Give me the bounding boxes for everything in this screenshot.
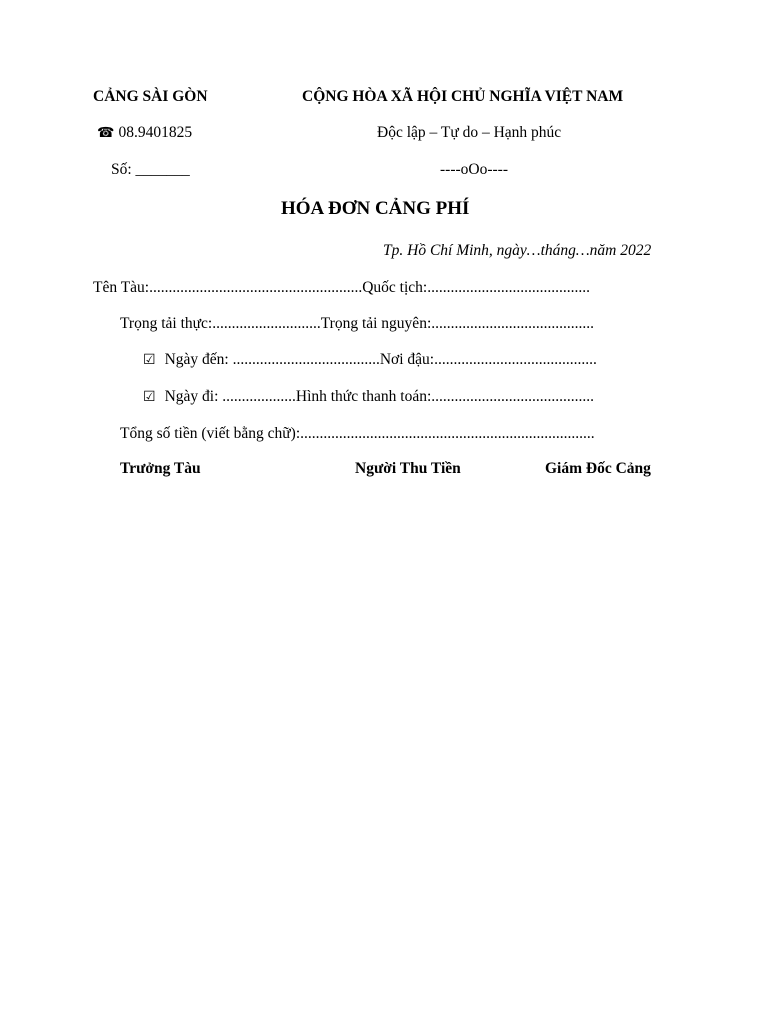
republic-heading: CỘNG HÒA XÃ HỘI CHỦ NGHĨA VIỆT NAM: [302, 88, 624, 105]
total-in-words-field: Tổng số tiền (viết bằng chữ):............................................................................: [120, 425, 595, 442]
row-departure: [143, 388, 594, 406]
date-line: Tp. Hồ Chí Minh, ngày…tháng…năm 2022: [383, 242, 652, 259]
arrival-date-field: Ngày đến: ......................................: [164, 351, 380, 368]
signature-collector: Người Thu Tiền: [355, 460, 461, 477]
nationality-field: Quốc tịch:..........................................: [362, 279, 590, 296]
actual-tonnage-field: Trọng tải thực:............................: [120, 315, 321, 332]
document-number: Số: _______: [111, 161, 190, 178]
departure-date-field: Ngày đi: ...................: [164, 388, 296, 405]
ship-name-field: Tên Tàu:.......................................................: [93, 279, 363, 296]
payment-method-field: Hình thức thanh toán:..........................................: [295, 388, 595, 405]
national-motto: Độc lập – Tự do – Hạnh phúc: [377, 124, 562, 141]
page-title: HÓA ĐƠN CẢNG PHÍ: [281, 198, 470, 219]
row-ship-name: [93, 279, 590, 297]
gross-tonnage-field: Trọng tải nguyên:..........................................: [320, 315, 594, 332]
row-arrival: [143, 351, 597, 369]
checkbox-icon: ☑: [143, 389, 156, 405]
org-name: CẢNG SÀI GÒN: [93, 88, 208, 105]
phone-number: 08.9401825: [118, 124, 193, 141]
ornament-separator: ----oOo----: [440, 161, 508, 178]
berth-field: Nơi đậu:..........................................: [379, 351, 597, 368]
row-tonnage: [120, 315, 594, 333]
signature-director: Giám Đốc Cảng: [545, 460, 651, 477]
signature-captain: Trưởng Tàu: [120, 460, 201, 477]
phone-icon: ☎: [97, 125, 115, 141]
phone-line: [97, 124, 192, 142]
checkbox-icon: ☑: [143, 352, 156, 368]
